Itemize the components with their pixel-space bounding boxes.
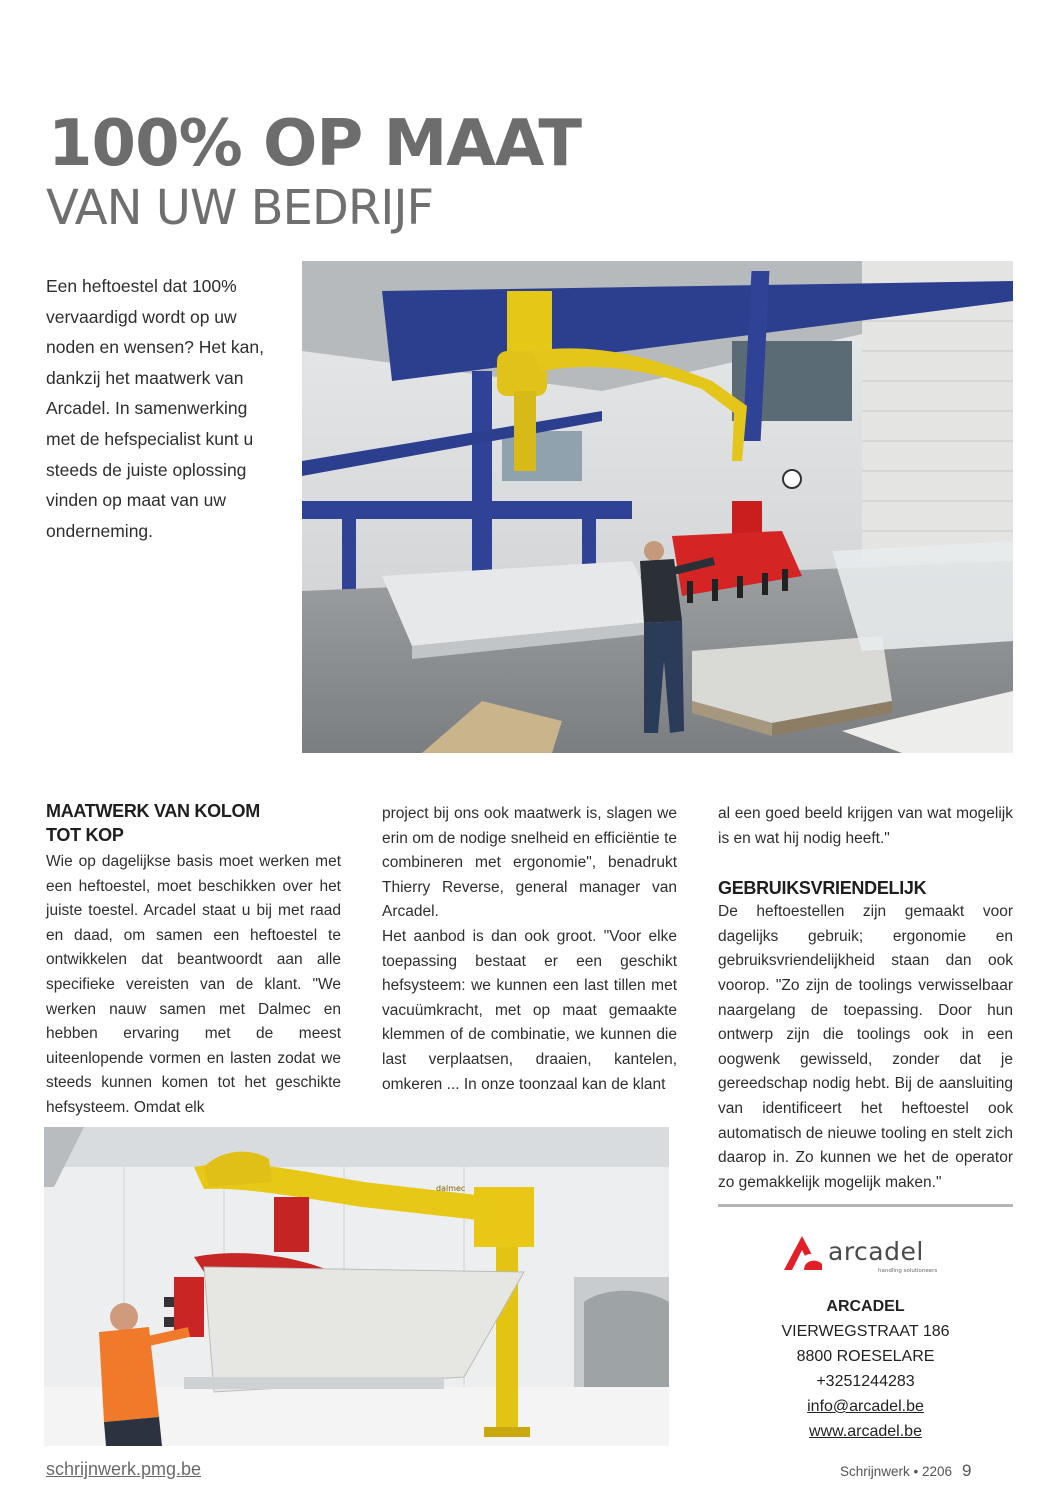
headline: 100% OP MAAT (48, 107, 582, 181)
paragraph: De heftoestellen zijn gemaakt voor dagelijks gebruik; ergonomie en gebruiksvriendelijkheid staan dan ook voorop. "Zo zijn de toolings verwisselbaar naargelang de toepassing. Door hun ontwerp zijn die toolings ook in een oogwenk gewisseld, zonder dat je gereedschap nodig hebt. Bij de aansluiting van identificeert het heftoestel ook automatisch de nieuwe tooling en stelt zich daarop in. Zo kunnen we het de operator zo gemakkelijk mogelijk maken." (718, 903, 1013, 1191)
magazine-issue: Schrijnwerk • 2206 (840, 1464, 953, 1479)
company-name: ARCADEL (826, 1298, 905, 1315)
subheadline: VAN UW BEDRIJF (46, 180, 434, 236)
dalmec-label: dalmec (436, 1184, 466, 1193)
email-link[interactable]: info@arcadel.be (807, 1398, 924, 1415)
intro-line: Een heftoestel dat 100% (46, 276, 237, 296)
paragraph: Het aanbod is dan ook groot. "Voor elke toepassing bestaat er een geschikt hefsysteem: we kunnen een last tillen met vacuümkracht, met op maat gemaakte klemmen of de combinatie, we kunnen die last verplaatsen, draaien, kantelen, omkeren ... In onze toonzaal kan de klant (382, 927, 677, 1093)
paragraph: project bij ons ook maatwerk is, slagen we erin om de nodige snelheid en efficiëntie te combineren met ergonomie", benadrukt Thierry Reverse, general manager van Arcadel. (382, 805, 677, 921)
footer-site-link[interactable]: schrijnwerk.pmg.be (46, 1459, 202, 1479)
factory-illustration (302, 261, 1013, 753)
arcadel-logo-mark (780, 1230, 950, 1276)
showroom-illustration (44, 1127, 669, 1446)
heading-line: TOT KOP (46, 825, 124, 845)
intro-text (46, 271, 271, 546)
showroom-photo (44, 1127, 669, 1446)
column-1-text (46, 850, 341, 1121)
contact-block (718, 1294, 1013, 1444)
paragraph: Wie op dagelijkse basis moet werken met een heftoestel, moet beschikken over het juiste toestel. Arcadel staat u bij met raad en daad, om samen een heftoestel te ontwikkelen dat beantwoordt aan alle specifieke vereisten van de klant. "We werken nauw samen met Dalmec en hebben ervaring met de meest uiteenlopende vormen en lasten zodat we steeds kunnen komen tot het geschikte hefsysteem. Omdat elk (46, 853, 341, 1116)
website-link[interactable]: www.arcadel.be (809, 1423, 922, 1440)
intro-line: steeds de juiste oplossing (46, 459, 247, 480)
intro-line: met de hefspecialist kunt u (46, 428, 254, 449)
phone-number: +3251244283 (816, 1373, 915, 1390)
divider (718, 1204, 1013, 1207)
arcadel-logo (780, 1230, 950, 1276)
heading-line: MAATWERK VAN KOLOM (46, 801, 260, 821)
city-address: 8800 ROESELARE (796, 1348, 935, 1365)
paragraph: al een goed beeld krijgen van wat mogelijk is en wat hij nodig heeft." (718, 805, 1013, 847)
column-2-text (382, 802, 677, 1097)
column-3-text (718, 802, 1013, 1195)
page-number: 9 (962, 1461, 972, 1480)
intro-line: Arcadel. In samenwerking (46, 398, 248, 419)
section-heading-maatwerk (46, 799, 336, 847)
intro-line: onderneming. (46, 520, 154, 541)
factory-photo (302, 261, 1013, 753)
intro-line: vinden op maat van uw (46, 490, 226, 511)
intro-line: noden en wensen? Het kan, (46, 337, 264, 358)
footer-issue (840, 1461, 972, 1481)
section-heading-gebruiksvriendelijk: GEBRUIKSVRIENDELIJK (718, 878, 927, 899)
logo-wordmark: arcadel (828, 1237, 924, 1266)
intro-line: vervaardigd wordt op uw (46, 306, 237, 327)
street-address: VIERWEGSTRAAT 186 (781, 1323, 950, 1340)
intro-line: dankzij het maatwerk van (46, 367, 244, 388)
logo-tagline: handling solutioneers (878, 1268, 938, 1274)
